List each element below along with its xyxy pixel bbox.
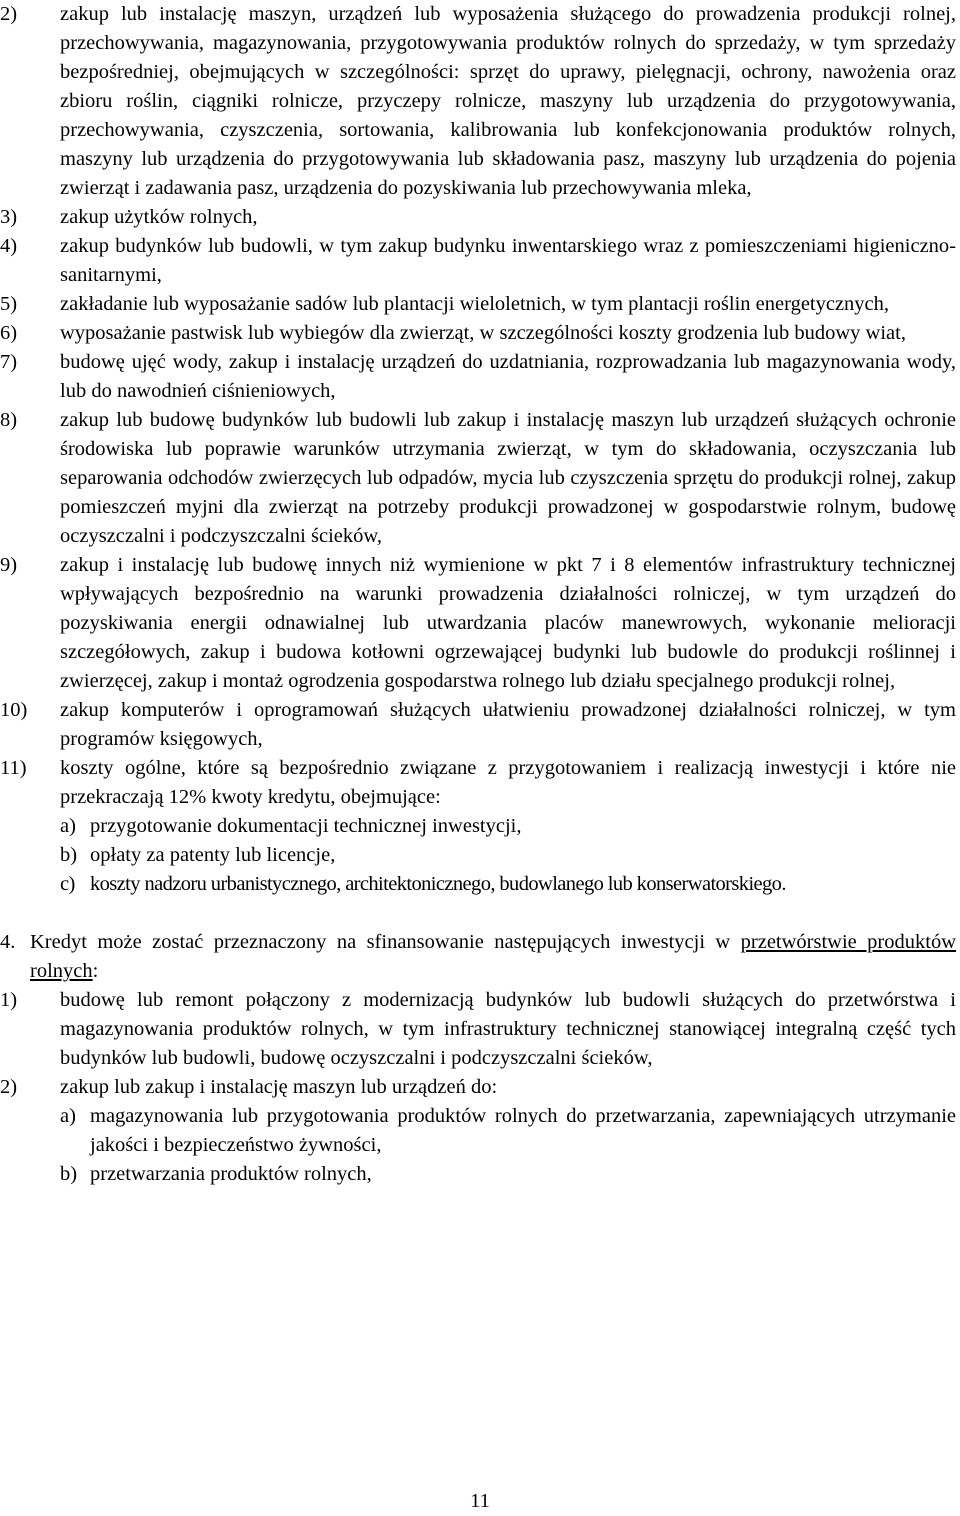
list-item bbox=[0, 696, 960, 754]
list-item bbox=[0, 348, 960, 406]
list-item-number: 2) bbox=[0, 3, 18, 25]
sub-list-item-letter: b) bbox=[60, 1163, 78, 1185]
list-item bbox=[0, 754, 960, 812]
sub-list-item bbox=[0, 841, 960, 870]
section-text: Kredyt może zostać przeznaczony na sfinansowanie następujących inwestycji w bbox=[30, 931, 731, 953]
list-item-text: wyposażanie pastwisk lub wybiegów dla zwierząt, w szczególności koszty grodzenia lub budowy wiat, bbox=[60, 322, 906, 344]
section-4-heading bbox=[0, 928, 960, 986]
list-item bbox=[0, 290, 960, 319]
list-item-number: 4) bbox=[0, 235, 18, 257]
list-item-text: budowę ujęć wody, zakup i instalację urządzeń do uzdatniania, rozprowadzania lub magazynowania wody, lub do nawodnień ciśnieniowych, bbox=[60, 351, 956, 402]
section-number: 4. bbox=[0, 931, 16, 953]
list-item-text: budowę lub remont połączony z modernizacją budynków lub budowli służących do przetwórstwa i magazynowania produktów rolnych, w tym infrastruktury technicznej stanowiącej integralną część tych budynków lub budowli, budowę oczyszczalni i podczyszczalni ścieków, bbox=[60, 989, 956, 1069]
list-item-number: 2) bbox=[0, 1076, 18, 1098]
sub-list-item bbox=[0, 812, 960, 841]
list-item-text: zakładanie lub wyposażanie sadów lub plantacji wieloletnich, w tym plantacji roślin energetycznych, bbox=[60, 293, 890, 315]
sub-list-item-letter: a) bbox=[60, 1105, 76, 1127]
section-underlined-phrase: przetwórstwie produktów rolnych bbox=[30, 931, 957, 982]
section-text-suffix: : bbox=[92, 960, 99, 982]
list-item bbox=[0, 232, 960, 290]
sub-list-item bbox=[0, 1102, 960, 1160]
list-item bbox=[0, 551, 960, 696]
sub-list-item-text: przygotowanie dokumentacji technicznej inwestycji, bbox=[90, 815, 522, 837]
list-item-number: 5) bbox=[0, 293, 18, 315]
page-number: 11 bbox=[470, 1490, 490, 1512]
list-item-number: 11) bbox=[0, 757, 27, 779]
list-item-text: zakup budynków lub budowli, w tym zakup budynku inwentarskiego wraz z pomieszczeniami higieniczno-sanitarnymi, bbox=[60, 235, 956, 286]
list-item-number: 10) bbox=[0, 699, 28, 721]
list-item bbox=[0, 0, 960, 203]
sub-list-item-letter: a) bbox=[60, 815, 76, 837]
sub-list-item bbox=[0, 870, 960, 899]
list-item-text: zakup lub instalację maszyn, urządzeń lub wyposażenia służącego do prowadzenia produkcji rolnej, przechowywania, magazynowania, przygotowywania produktów rolnych do sprzedaży, w tym sprzedaży bezpośredniej, obejmujących w szczególności: sprzęt do uprawy, pielęgnacji, ochrony, nawożenia oraz zbioru roślin, ciągniki rolnicze, przyczepy rolnicze, maszyny lub urządzenia do przygotowywania, przechowywania, czyszczenia, sortowania, kalibrowania lub konfekcjonowania produktów rolnych, maszyny lub urządzenia do przygotowywania lub składowania pasz, maszyny lub urządzenia do pojenia zwierząt i zadawania pasz, urządzenia do pozyskiwania lub przechowywania mleka, bbox=[60, 3, 956, 199]
list-item bbox=[0, 986, 960, 1073]
list-item-number: 3) bbox=[0, 206, 18, 228]
list-item-number: 7) bbox=[0, 351, 18, 373]
sub-list-item-letter: b) bbox=[60, 844, 78, 866]
list-item bbox=[0, 319, 960, 348]
sub-list-item bbox=[0, 1160, 960, 1189]
list-item-text: koszty ogólne, które są bezpośrednio związane z przygotowaniem i realizacją inwestycji i które nie przekraczają 12% kwoty kredytu, obejmujące: bbox=[60, 757, 956, 808]
list-item bbox=[0, 1073, 960, 1102]
sub-list-item-text: opłaty za patenty lub licencje, bbox=[90, 844, 336, 866]
list-item-number: 9) bbox=[0, 554, 18, 576]
list-item-text: zakup lub zakup i instalację maszyn lub urządzeń do: bbox=[60, 1076, 498, 1098]
sub-list-item-text: przetwarzania produktów rolnych, bbox=[90, 1163, 372, 1185]
list-item-text: zakup użytków rolnych, bbox=[60, 206, 258, 228]
list-item-text: zakup lub budowę budynków lub budowli lub zakup i instalację maszyn lub urządzeń służących ochronie środowiska lub poprawie warunków utrzymania zwierząt, w tym do składowania, oczyszczania lub separowania odchodów zwierzęcych lub odpadów, mycia lub czyszczenia sprzętu do produkcji rolnej, zakup pomieszczeń myjni dla zwierząt na potrzeby produkcji prowadzonej w gospodarstwie rolnym, budowę oczyszczalni i podczyszczalni ścieków, bbox=[60, 409, 956, 547]
sub-list-item-text: koszty nadzoru urbanistycznego, architektonicznego, budowlanego lub konserwatorskiego. bbox=[90, 873, 786, 895]
list-item-number: 8) bbox=[0, 409, 18, 431]
sub-list-item-letter: c) bbox=[60, 873, 75, 895]
list-item bbox=[0, 203, 960, 232]
list-item-number: 6) bbox=[0, 322, 18, 344]
list-item bbox=[0, 406, 960, 551]
list-item-text: zakup i instalację lub budowę innych niż wymienione w pkt 7 i 8 elementów infrastruktury technicznej wpływających bezpośrednio na warunki prowadzenia działalności rolniczej, w tym urządzeń do pozyskiwania energii odnawialnej lub utwardzania placów manewrowych, wykonanie melioracji szczegółowych, zakup i budowa kotłowni ogrzewającej budynki lub budowle do produkcji roślinnej i zwierzęcej, zakup i montaż ogrodzenia gospodarstwa rolnego lub działu specjalnego produkcji rolnej, bbox=[60, 554, 956, 692]
investment-list-processing bbox=[0, 986, 960, 1189]
list-item-text: zakup komputerów i oprogramowań służących ułatwieniu prowadzonej działalności rolniczej, w tym programów księgowych, bbox=[60, 699, 956, 750]
list-item-number: 1) bbox=[0, 989, 18, 1011]
sub-list-item-text: magazynowania lub przygotowania produktów rolnych do przetwarzania, zapewniających utrzymanie jakości i bezpieczeństwo żywności, bbox=[90, 1105, 956, 1156]
